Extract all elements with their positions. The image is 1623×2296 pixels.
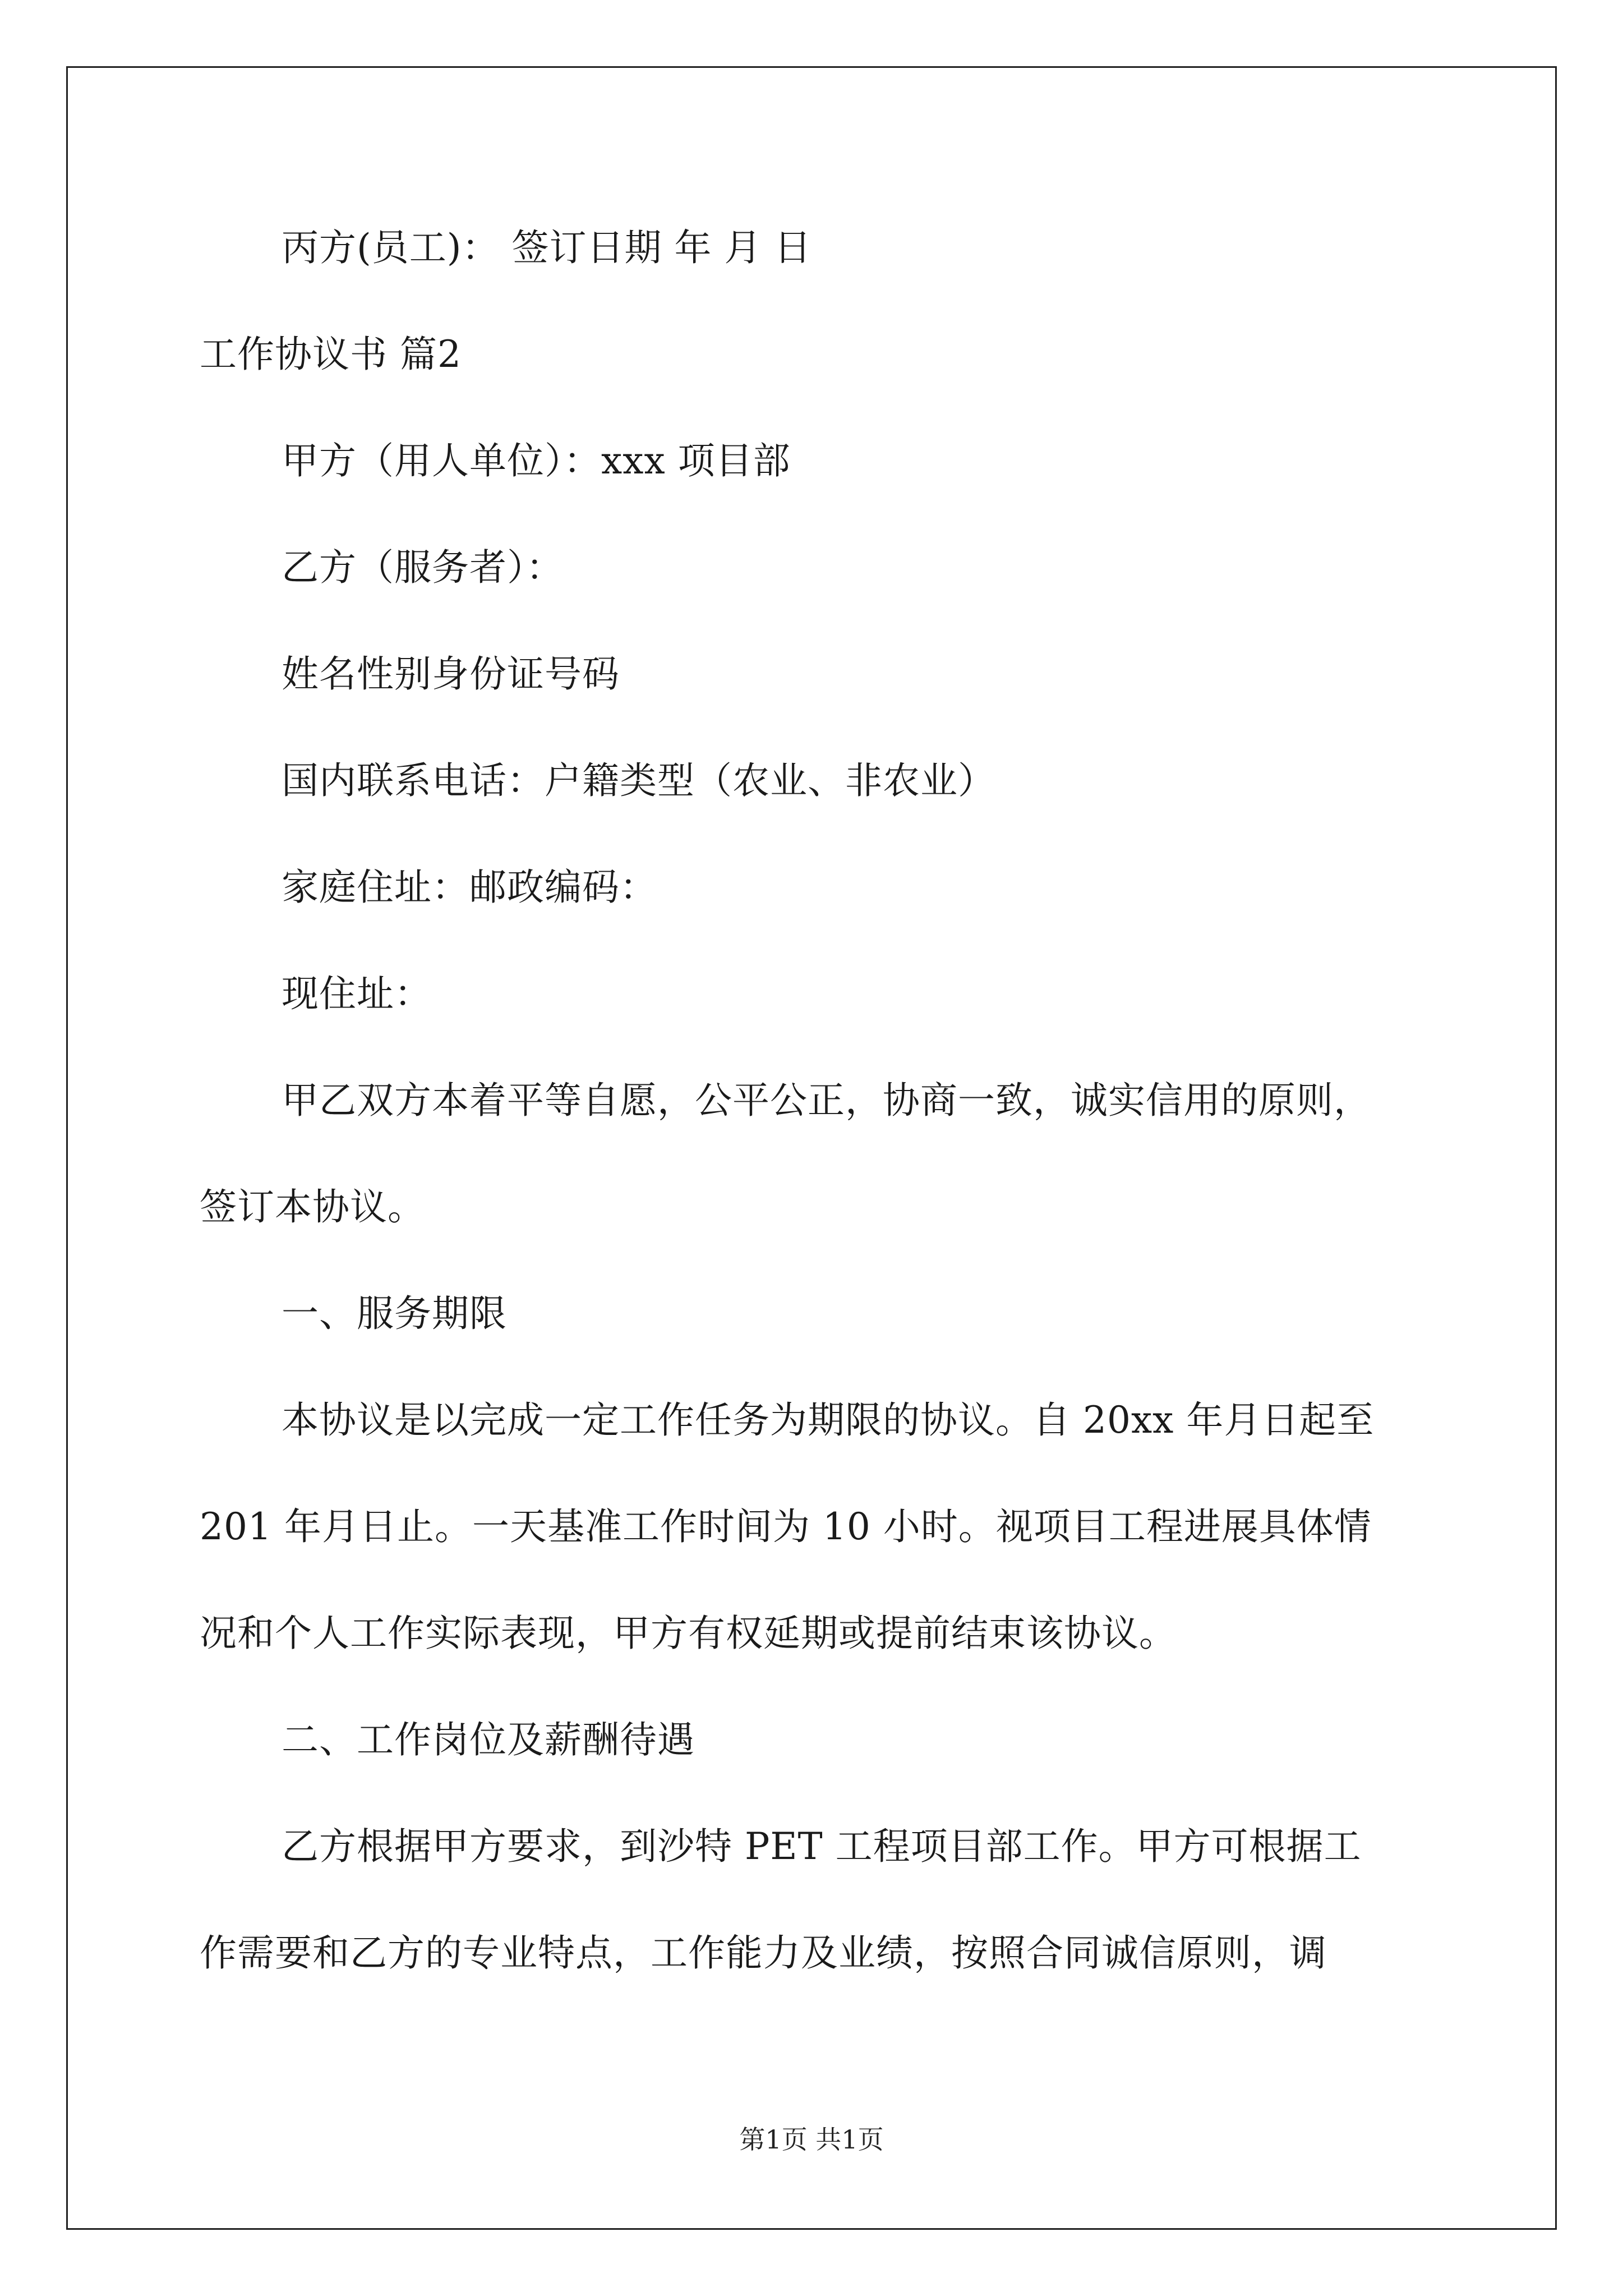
clause-heading-1: 一、服务期限 [282,1292,507,1335]
term-paragraph-line-3: 况和个人工作实际表现，甲方有权延期或提前结束该协议。 [200,1612,1177,1655]
term-paragraph-line-1: 本协议是以完成一定工作任务为期限的协议。自 20xx 年月日起至 [282,1398,1375,1442]
party-b-line: 乙方（服务者）： [282,546,564,589]
party-c-signing-line: 丙方(员工)： 签订日期 年 月 日 [282,226,812,269]
section-heading: 工作协议书 篇2 [200,333,462,376]
phone-household-line: 国内联系电话：户籍类型（农业、非农业） [282,759,995,802]
clause-heading-2: 二、工作岗位及薪酬待遇 [282,1718,695,1761]
current-address-line: 现住址： [282,972,432,1015]
home-address-line: 家庭住址：邮政编码： [282,866,657,909]
term-paragraph-line-2: 201 年月日止。一天基准工作时间为 10 小时。视项目工程进展具体情 [200,1505,1372,1548]
page-border [66,66,1557,2230]
name-gender-id-line: 姓名性别身份证号码 [282,652,620,696]
party-a-line: 甲方（用人单位）：xxx 项目部 [282,439,791,482]
position-paragraph-line-1: 乙方根据甲方要求，到沙特 PET 工程项目部工作。甲方可根据工 [282,1825,1362,1868]
position-paragraph-line-2: 作需要和乙方的专业特点，工作能力及业绩，按照合同诚信原则，调 [200,1931,1327,1975]
page-number-footer: 第1页 共1页 [739,2124,884,2155]
principle-paragraph-line-1: 甲乙双方本着平等自愿，公平公正，协商一致，诚实信用的原则， [282,1079,1371,1122]
principle-paragraph-line-2: 签订本协议。 [200,1185,425,1228]
